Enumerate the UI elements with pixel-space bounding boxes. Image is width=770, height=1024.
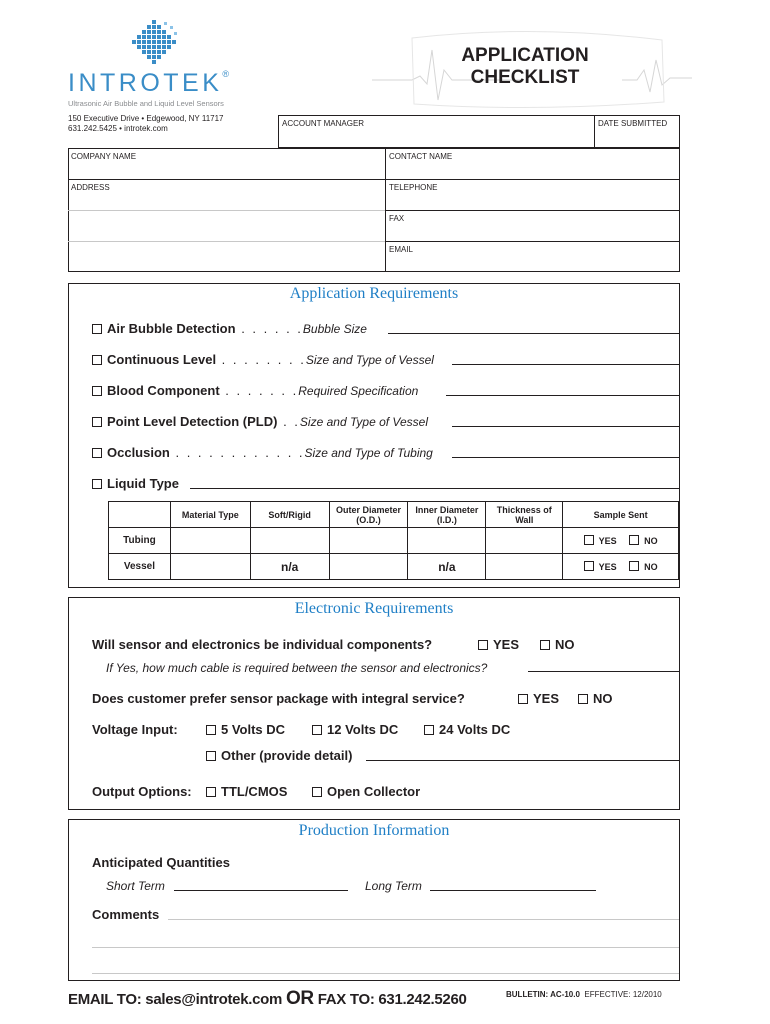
soft-rigid-header: Soft/Rigid	[250, 502, 329, 528]
continuous-level-label: Continuous Level	[107, 352, 217, 367]
brand-name: INTROTEK®	[68, 69, 230, 97]
integral-service-question: Does customer prefer sensor package with integral service?	[92, 691, 465, 706]
tubing-sample-sent-cell	[563, 528, 679, 554]
electronic-requirements-title: Electronic Requirements	[294, 600, 454, 617]
liquid-specs-table	[108, 501, 679, 580]
vessel-row-label: Vessel	[109, 554, 171, 580]
production-information-section	[68, 819, 680, 981]
inner-diameter-label: Inner Diameter	[415, 504, 479, 515]
open-collector-option	[312, 784, 420, 799]
air-bubble-detection-row	[92, 321, 367, 336]
vessel-material-type-cell[interactable]	[170, 554, 250, 580]
voltage-other-input[interactable]	[366, 760, 679, 761]
bubble-size-input[interactable]	[388, 333, 679, 334]
open-collector-label: Open Collector	[327, 784, 421, 799]
blood-component-row	[92, 383, 418, 398]
integral-service-no-checkbox[interactable]	[578, 694, 588, 704]
leader-dots: . . . . . . . .	[216, 352, 306, 367]
occlusion-label: Occlusion	[107, 445, 170, 460]
ttl-cmos-checkbox[interactable]	[206, 787, 216, 797]
individual-components-yes	[478, 637, 519, 652]
telephone-field[interactable]: TELEPHONE	[389, 183, 438, 192]
voltage-5v-option	[206, 722, 285, 737]
individual-components-yes-checkbox[interactable]	[478, 640, 488, 650]
comments-input-line-2[interactable]	[92, 947, 679, 948]
voltage-5v-label: 5 Volts DC	[221, 722, 286, 737]
liquid-type-checkbox[interactable]	[92, 479, 102, 489]
voltage-input-label: Voltage Input:	[92, 722, 178, 737]
electronic-requirements-title-wrap	[68, 600, 680, 618]
wall-thickness-header	[486, 502, 563, 528]
voltage-12v-option	[312, 722, 398, 737]
integral-service-no	[578, 691, 613, 706]
individual-components-question: Will sensor and electronics be individual components?	[92, 637, 433, 652]
air-bubble-detection-label: Air Bubble Detection	[107, 321, 236, 336]
liquid-type-label: Liquid Type	[107, 476, 179, 491]
tubing-size-input[interactable]	[452, 457, 679, 458]
voltage-other-label: Other (provide detail)	[221, 748, 353, 763]
yes-label: YES	[533, 691, 560, 706]
introtek-logo-mark	[130, 20, 180, 72]
divider	[68, 179, 680, 180]
individual-components-no	[540, 637, 575, 652]
comments-input-line-1[interactable]	[168, 919, 679, 920]
vessel-inner-diameter-na: n/a	[408, 554, 486, 580]
voltage-12v-label: 12 Volts DC	[327, 722, 399, 737]
anticipated-quantities-label: Anticipated Quantities	[92, 855, 230, 870]
effective-date: EFFECTIVE: 12/2010	[584, 990, 662, 999]
yes-label: YES	[598, 562, 617, 572]
tubing-size-label: Size and Type of Tubing	[304, 446, 433, 460]
email-to-link[interactable]: EMAIL TO: sales@introtek.com	[68, 991, 283, 1008]
continuous-level-row	[92, 352, 434, 367]
integral-service-yes-checkbox[interactable]	[518, 694, 528, 704]
voltage-5v-checkbox[interactable]	[206, 725, 216, 735]
wall-label: Wall	[515, 514, 534, 525]
no-label: NO	[593, 691, 613, 706]
continuous-level-checkbox[interactable]	[92, 355, 102, 365]
company-phone-web: 631.242.5425 • introtek.com	[68, 124, 168, 133]
vessel-size-input[interactable]	[452, 364, 679, 365]
inner-diameter-abbr: (I.D.)	[436, 514, 457, 525]
point-level-detection-checkbox[interactable]	[92, 417, 102, 427]
outer-diameter-abbr: (O.D.)	[356, 514, 381, 525]
pld-vessel-size-input[interactable]	[452, 426, 679, 427]
cable-length-input[interactable]	[528, 671, 679, 672]
output-options-label: Output Options:	[92, 784, 192, 799]
voltage-24v-option	[424, 722, 510, 737]
required-specification-label: Required Specification	[298, 384, 419, 398]
air-bubble-detection-checkbox[interactable]	[92, 324, 102, 334]
point-level-detection-row	[92, 414, 428, 429]
blood-component-checkbox[interactable]	[92, 386, 102, 396]
account-manager-field[interactable]: ACCOUNT MANAGER	[282, 119, 365, 128]
divider	[385, 210, 680, 211]
or-separator: OR	[285, 988, 314, 1009]
date-submitted-field[interactable]: DATE SUBMITTED	[598, 119, 668, 128]
bulletin-info	[506, 990, 662, 999]
leader-dots: . .	[277, 414, 300, 429]
integral-service-yes	[518, 691, 559, 706]
tubing-inner-diameter-cell[interactable]	[408, 528, 486, 554]
tubing-outer-diameter-cell[interactable]	[329, 528, 408, 554]
vessel-wall-thickness-cell[interactable]	[486, 554, 563, 580]
tubing-sample-no-checkbox[interactable]	[629, 535, 639, 545]
vessel-soft-rigid-na: n/a	[250, 554, 329, 580]
occlusion-row	[92, 445, 433, 460]
no-label: NO	[644, 562, 658, 572]
vessel-sample-no-checkbox[interactable]	[629, 561, 639, 571]
liquid-type-input[interactable]	[190, 488, 679, 489]
address-field[interactable]: ADDRESS	[71, 183, 110, 192]
production-information-title: Production Information	[298, 822, 450, 839]
divider	[68, 241, 385, 242]
no-label: NO	[644, 536, 658, 546]
open-collector-checkbox[interactable]	[312, 787, 322, 797]
tubing-row-label: Tubing	[109, 528, 171, 554]
individual-components-no-checkbox[interactable]	[540, 640, 550, 650]
leader-dots: . . . . . .	[235, 321, 303, 336]
comments-label: Comments	[92, 907, 160, 922]
pld-vessel-size-label: Size and Type of Vessel	[299, 415, 428, 429]
contact-name-field[interactable]: CONTACT NAME	[389, 152, 453, 161]
tubing-sample-yes-checkbox[interactable]	[584, 535, 594, 545]
divider	[594, 115, 595, 148]
comments-input-line-3[interactable]	[92, 973, 679, 974]
required-specification-input[interactable]	[446, 395, 679, 396]
voltage-other-option	[206, 748, 352, 763]
table-header-row	[109, 502, 679, 528]
material-type-header: Material Type	[170, 502, 250, 528]
application-requirements-title-wrap	[68, 285, 680, 303]
vessel-size-label: Size and Type of Vessel	[305, 353, 434, 367]
brand-tagline: Ultrasonic Air Bubble and Liquid Level Sensors	[68, 99, 224, 108]
no-label: NO	[555, 637, 575, 652]
leader-dots: . . . . . . . . . . . .	[169, 445, 305, 460]
outer-diameter-header	[329, 502, 408, 528]
voltage-other-checkbox[interactable]	[206, 751, 216, 761]
application-requirements-title: Application Requirements	[289, 285, 459, 302]
table-row	[109, 528, 679, 554]
yes-label: YES	[493, 637, 520, 652]
sample-sent-header: Sample Sent	[563, 502, 679, 528]
long-term-input[interactable]	[430, 890, 596, 891]
company-name-field[interactable]: COMPANY NAME	[71, 152, 137, 161]
vessel-sample-yes-checkbox[interactable]	[584, 561, 594, 571]
footer-contact	[68, 988, 467, 1010]
production-information-title-wrap	[68, 822, 680, 840]
fax-to-text: FAX TO: 631.242.5260	[317, 991, 467, 1008]
ttl-cmos-option	[206, 784, 287, 799]
table-row	[109, 554, 679, 580]
tubing-wall-thickness-cell[interactable]	[486, 528, 563, 554]
title-line-1: APPLICATION	[461, 45, 589, 66]
company-address: 150 Executive Drive • Edgewood, NY 11717	[68, 114, 224, 123]
bulletin-number: BULLETIN: AC-10.0	[506, 990, 580, 999]
blood-component-label: Blood Component	[107, 383, 220, 398]
voltage-24v-label: 24 Volts DC	[439, 722, 511, 737]
occlusion-checkbox[interactable]	[92, 448, 102, 458]
divider	[68, 210, 385, 211]
wall-thickness-label: Thickness of	[496, 504, 552, 515]
voltage-24v-checkbox[interactable]	[424, 725, 434, 735]
yes-label: YES	[598, 536, 617, 546]
leader-dots: . . . . . . .	[219, 383, 299, 398]
form-title	[430, 45, 620, 89]
short-term-input[interactable]	[174, 890, 348, 891]
outer-diameter-label: Outer Diameter	[336, 504, 402, 515]
inner-diameter-header	[408, 502, 486, 528]
ttl-cmos-label: TTL/CMOS	[221, 784, 288, 799]
fax-field[interactable]: FAX	[389, 214, 405, 223]
long-term-label: Long Term	[365, 879, 422, 893]
empty-header-cell	[109, 502, 171, 528]
vessel-outer-diameter-cell[interactable]	[329, 554, 408, 580]
cable-length-question: If Yes, how much cable is required between the sensor and electronics?	[106, 661, 488, 675]
liquid-type-row	[92, 476, 179, 491]
title-line-2: CHECKLIST	[470, 67, 580, 88]
bubble-size-label: Bubble Size	[302, 322, 367, 336]
tubing-soft-rigid-cell[interactable]	[250, 528, 329, 554]
short-term-label: Short Term	[106, 879, 165, 893]
voltage-12v-checkbox[interactable]	[312, 725, 322, 735]
email-field[interactable]: EMAIL	[389, 245, 414, 254]
tubing-material-type-cell[interactable]	[170, 528, 250, 554]
vessel-sample-sent-cell	[563, 554, 679, 580]
point-level-detection-label: Point Level Detection (PLD)	[107, 414, 278, 429]
divider	[385, 241, 680, 242]
